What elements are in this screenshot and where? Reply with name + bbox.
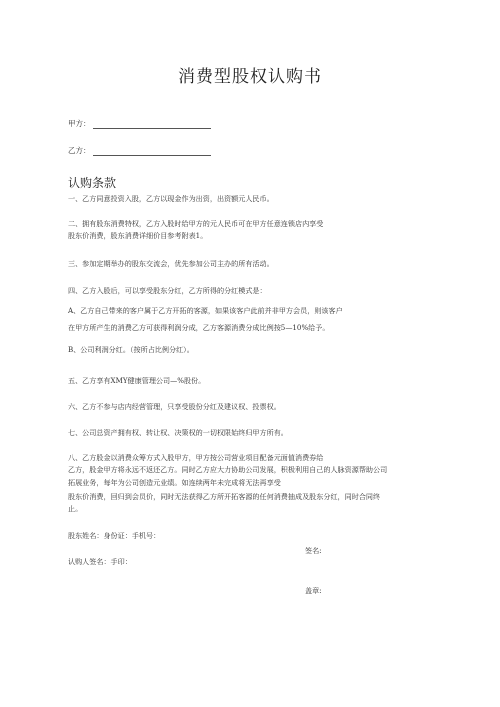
party-a-blank-line <box>93 122 211 129</box>
clause-5: 五、乙方享有XMY健康管理公司—%股份。 <box>68 376 206 385</box>
party-b-field <box>68 145 211 156</box>
clause-6: 六、乙方不参与店内经营管理，只享受股份分红及建议权、投票权。 <box>68 402 281 411</box>
section-heading: 认购条款 <box>68 176 117 190</box>
clause-8-line-5: 止。 <box>68 504 83 513</box>
subscriber-signature-line: 认购人签名：手印： <box>68 557 132 566</box>
shareholder-info-line: 股东姓名：身份证：手机号： <box>68 531 161 540</box>
signature-label: 签名: <box>305 546 322 555</box>
clause-8-line-3: 拓展业务，每年为公司创造元业绩。如连续两年未完成将无法再享受 <box>68 478 281 487</box>
party-a-label: 甲方： <box>68 119 91 128</box>
seal-label: 盖章: <box>305 586 322 595</box>
clause-3: 三、参加定期举办的股东交流会，优先参加公司主办的所有活动。 <box>68 259 274 268</box>
party-b-label: 乙方： <box>68 146 91 155</box>
party-b-blank-line <box>93 149 211 156</box>
clause-b: B、公司利润分红。（按所占比例分红）。 <box>68 345 194 354</box>
clause-7: 七、公司总资产拥有权、转让权、决策权的一切权限始终归甲方所有。 <box>68 428 288 437</box>
clause-1: 一、乙方同意投资入股，乙方以现金作为出资，出资额元人民币。 <box>68 194 274 203</box>
clause-2-line-2: 股东价消费，股东消费详细价目参考附表1。 <box>68 231 208 240</box>
clause-8-line-2: 乙方，股金甲方将永远不返还乙方。同时乙方应大力协助公司发展，积极利用自己的人脉资源帮助公司 <box>68 465 388 474</box>
document-title: 消费型股权认购书 <box>178 67 322 87</box>
clause-2-line-1: 二、拥有股东消费特权，乙方入股时给甲方的元人民币可在甲方任意连锁店内享受 <box>68 219 324 228</box>
clause-8-line-1: 八、乙方股金以消费众筹方式入股甲方，甲方按公司营业项目配备元面值消费券给 <box>68 453 324 462</box>
clause-a-line-2: 在甲方所产生的消费乙方可获得利润分成，乙方客源消费分成比例按5—10%给予。 <box>68 323 330 332</box>
party-a-field <box>68 118 211 129</box>
clause-a-line-1: A、乙方自己带来的客户属于乙方开拓的客源，如果该客户此前并非甲方会员，则该客户 <box>68 306 343 315</box>
clause-8-line-4: 股东价消费，回归到会员价，同时无法获得乙方所开拓客源的任何消费抽成及股东分红，同时合同终 <box>68 492 381 501</box>
clause-4: 四、乙方入股后，可以享受股东分红，乙方所得的分红模式是： <box>68 286 267 295</box>
